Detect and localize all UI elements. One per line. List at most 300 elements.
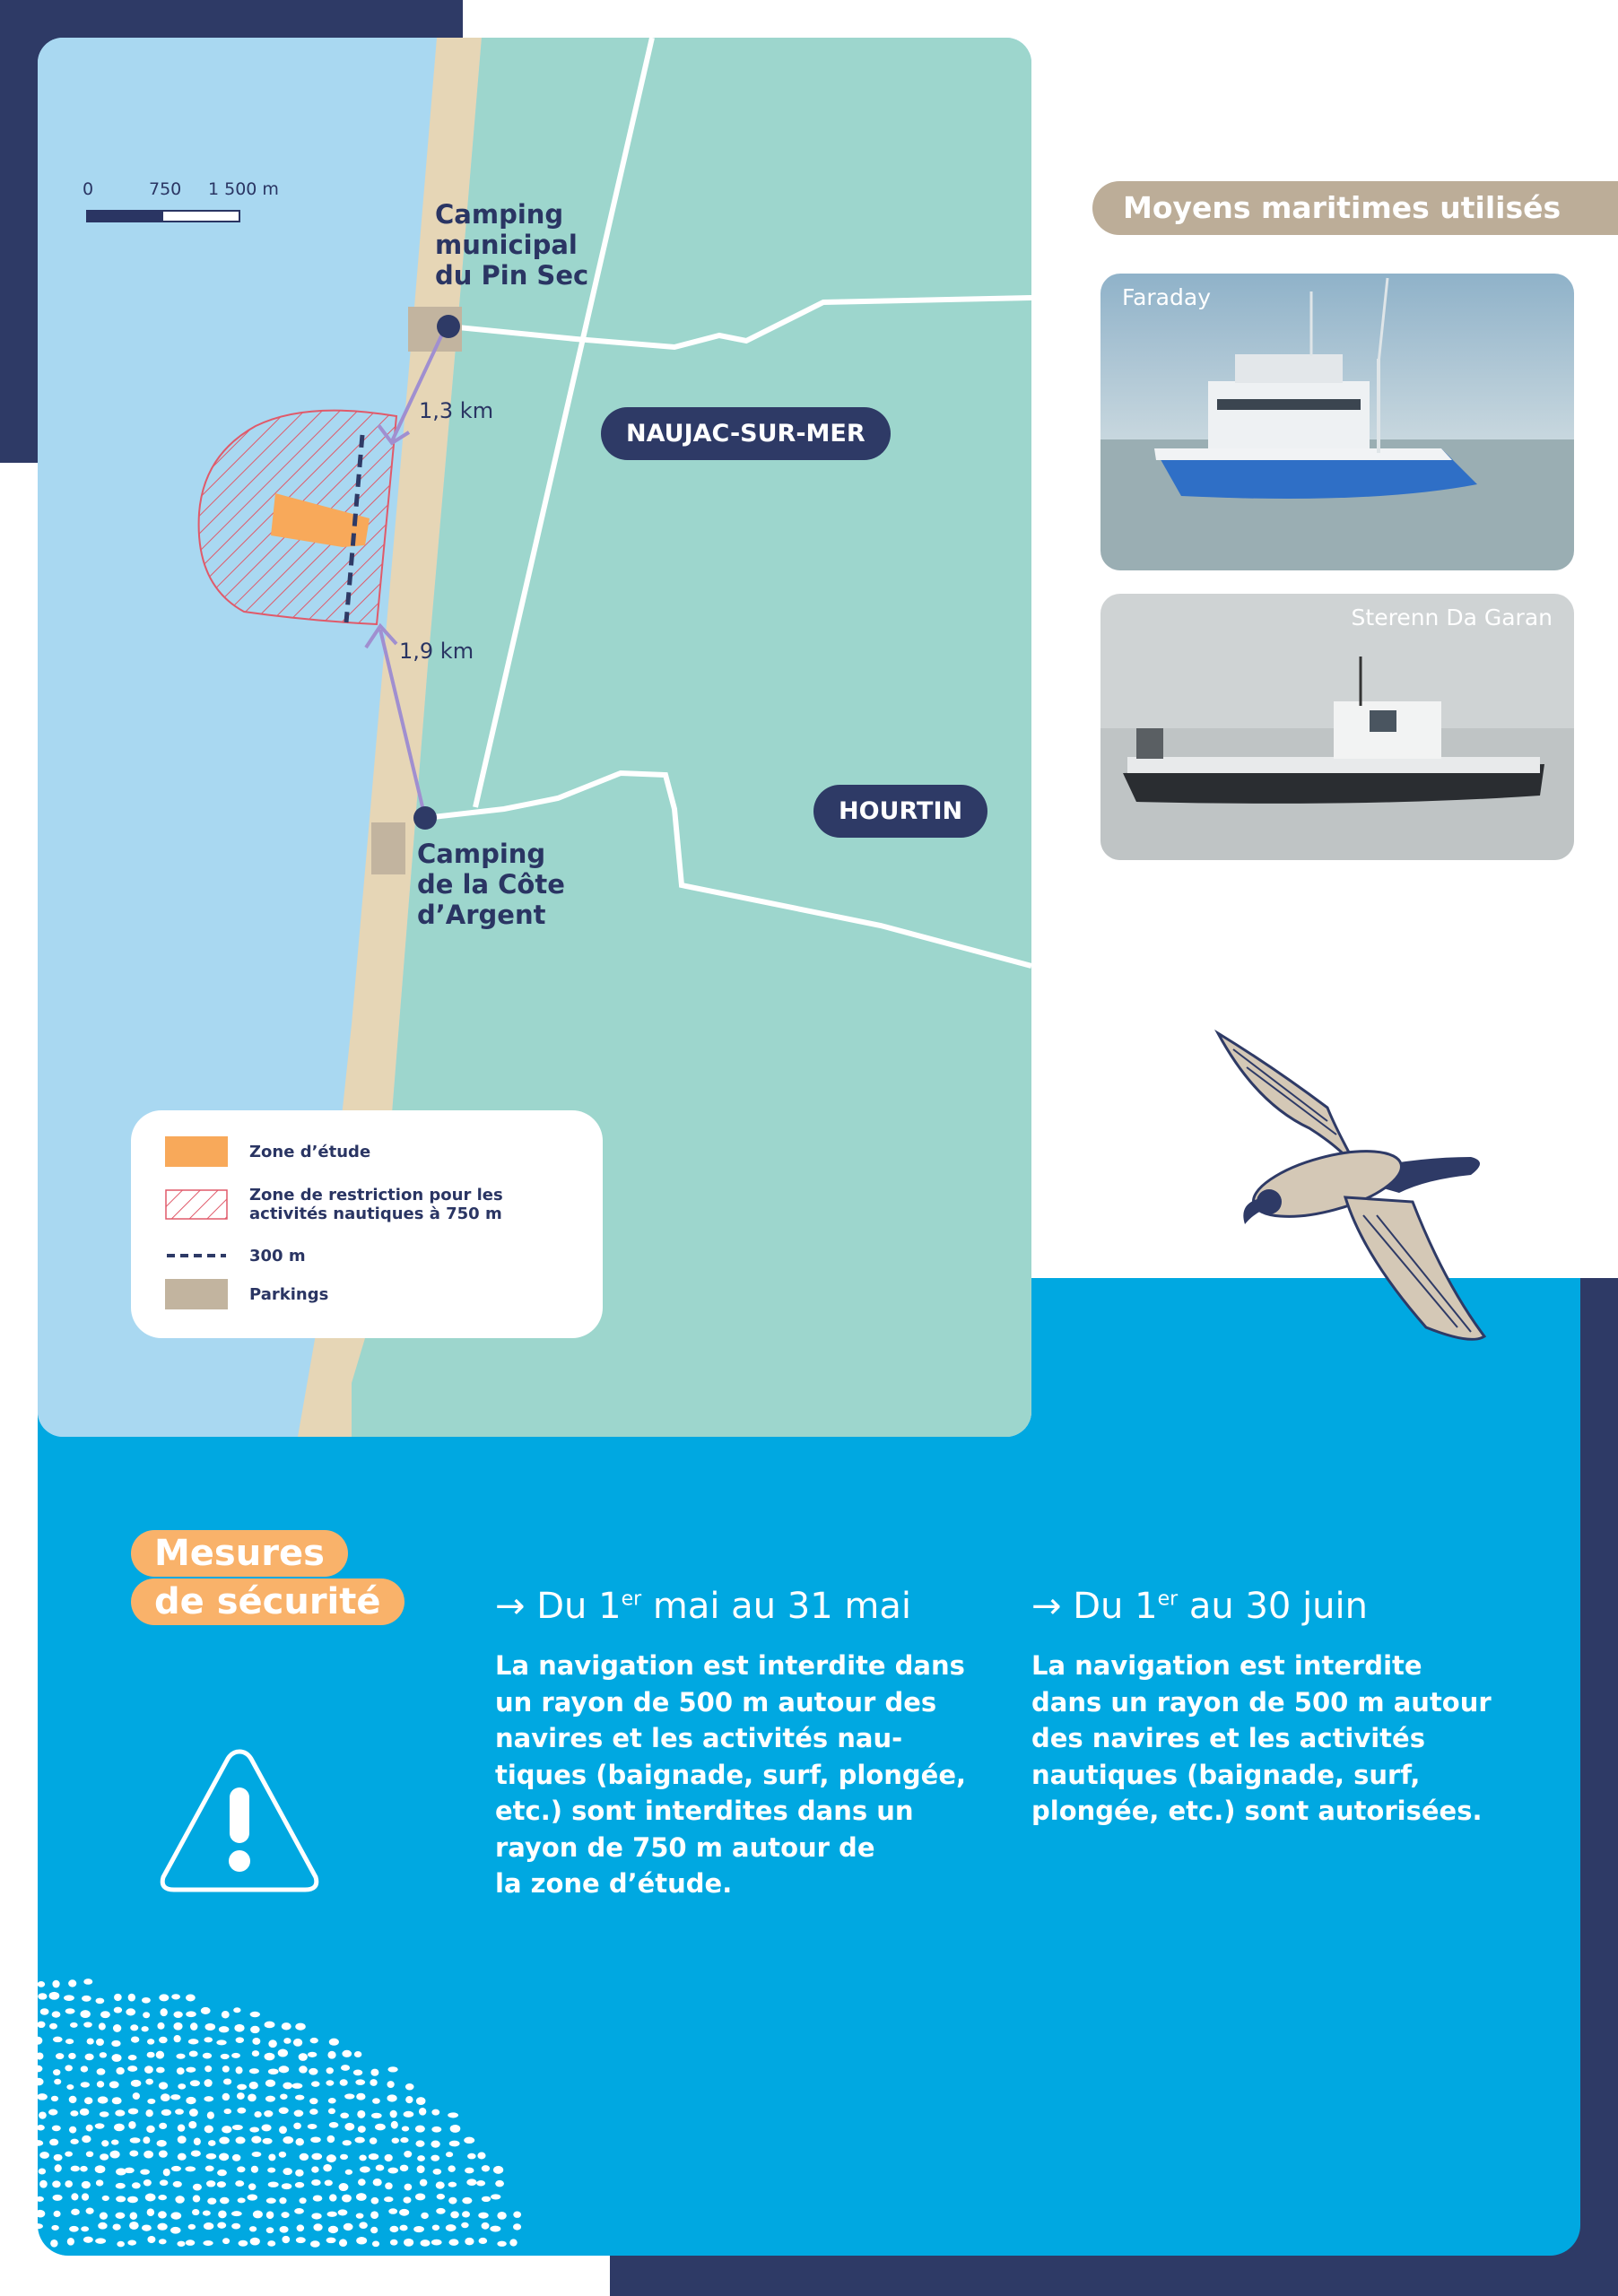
decor-dot	[265, 2096, 275, 2102]
decor-dot	[465, 2168, 474, 2174]
photo-faraday	[1100, 274, 1574, 570]
legend-swatch-300m	[165, 1240, 228, 1271]
decor-dot	[369, 2153, 378, 2160]
decor-dot	[432, 2224, 439, 2230]
decor-dot	[478, 2213, 488, 2219]
decor-dot	[264, 2110, 273, 2117]
decor-dot	[217, 2181, 226, 2187]
period-2-heading: → Du 1er au 30 juin	[1031, 1586, 1368, 1627]
decor-dot	[354, 2051, 361, 2057]
decor-dot	[204, 2096, 213, 2101]
decor-dot	[68, 1979, 76, 1987]
decor-dot	[186, 2097, 196, 2104]
decor-dot	[170, 2094, 180, 2100]
decor-dot	[295, 2170, 303, 2177]
decor-dot	[311, 2166, 318, 2172]
decor-dot	[436, 2208, 445, 2214]
decor-dot	[189, 2109, 198, 2117]
decor-dot	[344, 2093, 354, 2099]
decor-dot	[371, 2113, 382, 2118]
decor-dot	[339, 2183, 349, 2191]
decor-dot	[482, 2222, 490, 2230]
decor-dot	[38, 2052, 43, 2059]
decor-dot	[353, 2069, 362, 2075]
decor-dot	[278, 2049, 288, 2057]
decor-dot	[299, 2066, 308, 2073]
decor-dot	[70, 2139, 78, 2144]
distance-north-label: 1,3 km	[419, 398, 494, 423]
decor-dot	[248, 2094, 257, 2102]
decor-dot	[82, 1996, 91, 2002]
decor-dot	[133, 2092, 140, 2100]
decor-dot	[96, 2179, 103, 2186]
decor-dot	[128, 2109, 138, 2115]
decor-dot	[355, 2079, 365, 2085]
scale-label-750: 750	[149, 179, 182, 199]
legend-swatch-restriction	[165, 1189, 228, 1220]
decor-dot	[250, 2012, 260, 2017]
decor-dot	[186, 2239, 195, 2246]
distance-south-label: 1,9 km	[399, 639, 474, 664]
decor-dot	[55, 2164, 62, 2172]
decor-dot	[81, 2066, 88, 2072]
decor-dot	[251, 2135, 261, 2143]
seabird-illustration	[1202, 1022, 1507, 1354]
decor-dot	[345, 2170, 352, 2175]
decor-dot	[95, 2238, 106, 2243]
decor-dot	[437, 2194, 445, 2200]
decor-dot	[294, 2208, 304, 2214]
decor-dot	[358, 2126, 366, 2133]
decor-dot	[250, 2238, 260, 2246]
decor-dot	[309, 2098, 318, 2104]
decor-dot	[279, 2152, 286, 2158]
decor-dot	[177, 2241, 185, 2247]
decor-dot	[280, 2226, 289, 2233]
decor-dot	[249, 2126, 259, 2132]
decor-dot	[296, 2237, 306, 2243]
decor-dot	[218, 2211, 227, 2219]
decor-dot	[340, 2112, 349, 2118]
security-badge-line-2: de sécurité	[131, 1578, 404, 1625]
decor-dot	[249, 2226, 257, 2231]
decor-dot	[448, 2112, 458, 2118]
decor-dot	[170, 2212, 181, 2219]
decor-dot	[142, 2224, 152, 2231]
decor-dot	[253, 2210, 263, 2218]
decor-dot	[295, 2182, 304, 2188]
decor-dot	[206, 2180, 215, 2187]
decor-dot	[370, 2137, 378, 2144]
decor-dot	[356, 2093, 365, 2100]
decor-dot	[283, 2168, 292, 2175]
decor-dot	[268, 2153, 275, 2161]
decor-dot	[80, 2166, 88, 2172]
decor-dot	[220, 2197, 230, 2205]
decor-dot	[343, 2140, 352, 2145]
decor-dot	[236, 2037, 244, 2043]
decor-dot	[54, 2154, 63, 2161]
decor-dot	[342, 2050, 352, 2057]
decor-dot	[71, 2209, 80, 2215]
decor-dot	[132, 2182, 141, 2188]
decor-dot	[482, 2165, 490, 2171]
decor-dot	[376, 2165, 385, 2171]
decor-dot	[495, 2180, 504, 2187]
decor-dot	[232, 2154, 240, 2161]
decor-dot	[399, 2209, 409, 2216]
decor-dot	[191, 2150, 201, 2156]
decor-dot	[50, 2239, 57, 2248]
decor-dot	[431, 2140, 439, 2147]
decor-dot	[99, 2022, 106, 2030]
decor-dot	[81, 2226, 89, 2231]
decor-dot	[265, 2022, 275, 2029]
decor-dot	[325, 2180, 333, 2187]
decor-dot	[385, 2182, 392, 2189]
decor-dot	[342, 2195, 352, 2203]
decor-dot	[359, 2154, 366, 2161]
decor-dot	[308, 2124, 318, 2129]
decor-dot	[145, 2109, 152, 2117]
decor-dot	[283, 2136, 293, 2144]
decor-dot	[431, 2239, 442, 2246]
decor-dot	[448, 2197, 457, 2205]
decor-dot	[513, 2212, 521, 2218]
decor-dot	[100, 2111, 109, 2117]
decor-dot	[416, 2097, 426, 2105]
decor-dot	[131, 2036, 139, 2042]
decor-dot	[267, 2240, 275, 2247]
decor-dot	[71, 2193, 78, 2200]
boat-faraday-image	[1100, 274, 1574, 570]
decor-dot	[126, 2008, 135, 2015]
decor-dot	[161, 2109, 171, 2116]
decor-dot	[186, 2011, 196, 2017]
decor-dot	[280, 2093, 287, 2100]
decor-dot	[175, 2196, 184, 2204]
decor-dot	[64, 1995, 74, 2001]
decor-dot	[39, 2168, 46, 2174]
decor-dot	[370, 2227, 378, 2233]
decor-dot	[359, 2222, 368, 2229]
decor-dot	[117, 2241, 125, 2248]
decor-dot	[384, 2196, 393, 2202]
decor-dot	[144, 2151, 153, 2159]
decor-dot	[248, 2183, 256, 2190]
decor-dot	[400, 2137, 408, 2143]
decor-dot	[143, 2012, 150, 2018]
decor-dot	[82, 2135, 91, 2143]
decor-dot	[387, 2094, 396, 2101]
decor-dot	[268, 2181, 279, 2187]
decor-dot	[326, 2067, 334, 2074]
decor-dot	[39, 2180, 48, 2188]
decor-dot	[399, 2225, 407, 2231]
decor-dot	[86, 2151, 93, 2157]
decor-dot	[356, 2193, 367, 2201]
scale-bar	[87, 211, 239, 222]
legend-swatch-study-zone	[165, 1136, 228, 1167]
decor-dot	[54, 2079, 61, 2085]
decor-dot	[235, 2136, 245, 2144]
decor-dot	[219, 2026, 230, 2032]
decor-dot	[249, 2068, 259, 2074]
decor-dot	[114, 2007, 122, 2013]
decor-dot	[419, 2108, 426, 2116]
decor-dot	[70, 2110, 78, 2116]
decor-dot	[204, 2079, 212, 2087]
decor-dot	[98, 2096, 109, 2103]
decor-dot	[415, 2194, 425, 2201]
decor-dot	[388, 2208, 397, 2214]
decor-dot	[293, 2123, 301, 2130]
decor-dot	[130, 2024, 138, 2031]
decor-dot	[329, 2122, 339, 2128]
decor-dot	[477, 2152, 485, 2160]
decor-dot	[185, 2166, 196, 2171]
decor-dot	[390, 2239, 398, 2246]
decor-dot	[265, 2053, 275, 2061]
decor-dot	[51, 2096, 58, 2101]
decor-dot	[405, 2083, 414, 2091]
decor-dot	[248, 2194, 257, 2200]
decor-dot	[300, 2153, 309, 2161]
decor-dot	[370, 2211, 378, 2219]
decor-dot	[204, 2037, 213, 2042]
camping-north-marker	[437, 315, 460, 338]
decor-dot	[448, 2165, 455, 2171]
decor-dot	[190, 2080, 200, 2086]
decor-dot	[279, 2126, 287, 2134]
decor-dot	[279, 2197, 286, 2204]
decor-dot	[85, 2054, 94, 2061]
decor-dot	[173, 2012, 182, 2018]
legend-item-parkings: Parkings	[165, 1279, 328, 1309]
decor-dot	[81, 2082, 90, 2087]
decor-dot	[193, 2184, 202, 2191]
decor-dot	[415, 2140, 424, 2147]
decor-dot	[217, 2170, 227, 2176]
decor-dot	[109, 2151, 119, 2159]
decor-dot	[86, 2208, 94, 2214]
decor-dot	[83, 2237, 93, 2243]
decor-dot	[147, 2039, 154, 2044]
decor-dot	[327, 2051, 335, 2059]
decor-dot	[186, 1995, 196, 2002]
decor-dot	[156, 2067, 165, 2074]
decor-dot	[116, 2213, 126, 2219]
decor-dot	[446, 2152, 453, 2157]
decor-dot	[433, 2169, 442, 2175]
decor-dot	[328, 2098, 336, 2103]
decor-dot	[171, 1994, 180, 1999]
period-1-text: La navigation est interdite dans un rayon de 500 m autour des navires et les activités nau- tiques (baignade, surf, plongée, etc.) sont interdites dans un rayon de 750 m autour de la zone d’étude.	[495, 1650, 967, 1899]
photo-sterenn-caption: Sterenn Da Garan	[1351, 604, 1553, 631]
decor-dot	[194, 2137, 201, 2145]
scale-label-0: 0	[83, 179, 94, 199]
decor-dot	[146, 2126, 155, 2133]
decor-dot	[497, 2241, 506, 2247]
decor-dot	[174, 2035, 181, 2042]
decor-dot	[219, 2152, 229, 2161]
map-legend	[131, 1110, 603, 1338]
decor-dot	[222, 2126, 231, 2133]
decor-dot	[203, 2211, 211, 2216]
decor-dot	[175, 2109, 184, 2115]
decor-dot	[158, 2211, 167, 2218]
decor-dot	[147, 2052, 155, 2058]
decor-dot	[113, 2024, 121, 2032]
decor-dot	[493, 2166, 503, 2174]
decor-dot	[128, 2055, 137, 2060]
decor-dot	[431, 2126, 441, 2133]
decor-dot	[128, 1994, 135, 2002]
decor-dot	[387, 2168, 398, 2174]
decor-dot	[309, 2068, 318, 2075]
decor-dot	[38, 2196, 44, 2202]
decor-dot	[193, 2195, 200, 2202]
decor-dot	[373, 2179, 382, 2186]
decor-dot	[328, 2226, 338, 2233]
decor-dot	[158, 2195, 167, 2200]
parking-south	[371, 822, 405, 874]
decor-dot	[142, 1997, 151, 2004]
decor-dot	[56, 2053, 64, 2059]
decor-dot	[128, 2121, 135, 2129]
maritime-means-title: Moyens maritimes utilisés	[1092, 181, 1618, 235]
decor-dot	[405, 2096, 413, 2103]
decor-dot	[413, 2226, 424, 2232]
decor-dot	[52, 2011, 61, 2017]
decor-dot	[222, 2066, 230, 2072]
decor-dot	[186, 2067, 196, 2073]
decor-dot	[203, 2053, 212, 2059]
decor-dot	[339, 2239, 347, 2247]
decor-dot	[38, 2066, 42, 2073]
decor-dot	[400, 2165, 408, 2172]
decor-dot	[176, 2054, 185, 2059]
decor-dot	[358, 2179, 366, 2186]
legend-item-300m: 300 m	[165, 1240, 306, 1271]
decor-dot	[141, 2026, 148, 2031]
decor-dot	[224, 2109, 231, 2114]
decor-dot	[170, 2227, 180, 2234]
decor-dot	[461, 2222, 469, 2228]
decor-dot	[231, 2211, 242, 2216]
decor-dot	[449, 2141, 460, 2147]
decor-dot	[130, 2137, 141, 2143]
decor-dot	[299, 2053, 308, 2061]
decor-dot	[53, 2037, 63, 2043]
decor-dot	[237, 2166, 245, 2172]
decor-dot	[223, 2079, 231, 2085]
decor-dot	[188, 2121, 196, 2129]
decor-dot	[250, 2026, 260, 2033]
warning-triangle-icon	[156, 1744, 323, 1897]
scale-label-1500: 1 500 m	[208, 179, 279, 199]
decor-dot	[448, 2239, 458, 2245]
decor-dot	[100, 2213, 108, 2220]
decor-dot	[38, 2210, 45, 2218]
decor-dot	[221, 2054, 230, 2059]
decor-dot	[189, 2050, 198, 2057]
decor-dot	[391, 2121, 398, 2129]
decor-dot	[143, 2136, 150, 2144]
decor-dot	[295, 2023, 306, 2031]
decor-dot	[420, 2239, 430, 2247]
decor-dot	[404, 2151, 412, 2158]
decor-dot	[80, 2109, 90, 2116]
decor-dot	[311, 2213, 321, 2219]
period-1-heading: → Du 1er mai au 31 mai	[495, 1586, 911, 1627]
decor-dot	[95, 2123, 105, 2128]
decor-dot	[295, 2095, 304, 2100]
decor-dot	[115, 2109, 125, 2116]
map	[38, 38, 1031, 1437]
decor-dot	[233, 2007, 240, 2013]
decor-dot	[38, 2125, 45, 2130]
decor-dot	[140, 2169, 150, 2174]
decor-dot	[102, 2196, 109, 2201]
decor-dot	[38, 2239, 42, 2245]
decor-dot	[293, 2039, 302, 2047]
decor-dot	[340, 2079, 348, 2085]
legend-item-study-zone: Zone d’étude	[165, 1136, 370, 1167]
decor-dot	[101, 2140, 109, 2146]
decor-dot	[231, 2053, 240, 2058]
decor-dot	[222, 2238, 230, 2244]
decor-dot	[52, 1980, 59, 1988]
decor-dot	[311, 2081, 320, 2086]
decor-dot	[313, 2195, 323, 2201]
decor-dot	[67, 2238, 74, 2246]
decor-dot	[125, 2168, 135, 2174]
decor-dot	[127, 2066, 137, 2072]
decor-dot	[390, 2110, 397, 2118]
decor-dot	[372, 2241, 379, 2248]
decor-dot	[404, 2111, 414, 2118]
decor-dot	[357, 2110, 365, 2118]
decor-dot	[462, 2211, 470, 2217]
decor-dot	[509, 2239, 517, 2246]
decor-dot	[204, 2126, 213, 2134]
decor-dot	[114, 2124, 125, 2132]
decor-dot	[479, 2238, 488, 2244]
decor-dot	[236, 2066, 243, 2074]
decor-dot	[417, 2155, 425, 2161]
decor-dot	[344, 2123, 354, 2131]
decor-dot	[249, 2082, 258, 2089]
decor-dot	[159, 2082, 168, 2089]
photo-sterenn	[1100, 594, 1574, 860]
decor-dot	[204, 2023, 215, 2031]
legend-swatch-parkings	[165, 1279, 228, 1309]
decor-dot	[219, 2137, 230, 2144]
decor-dot	[360, 2166, 370, 2172]
decor-dot	[329, 2194, 336, 2201]
decor-dot	[111, 2040, 120, 2047]
decor-dot	[341, 2065, 350, 2071]
legend-item-restriction: Zone de restriction pour les activités nautiques à 750 m	[165, 1186, 572, 1223]
decor-dot	[52, 2195, 62, 2201]
decor-dot	[282, 2236, 290, 2243]
decor-dot	[82, 2193, 89, 2200]
decor-dot	[69, 2126, 76, 2134]
decor-dot	[265, 2080, 275, 2087]
decor-dot	[217, 2222, 226, 2229]
decor-dot	[38, 2037, 42, 2045]
